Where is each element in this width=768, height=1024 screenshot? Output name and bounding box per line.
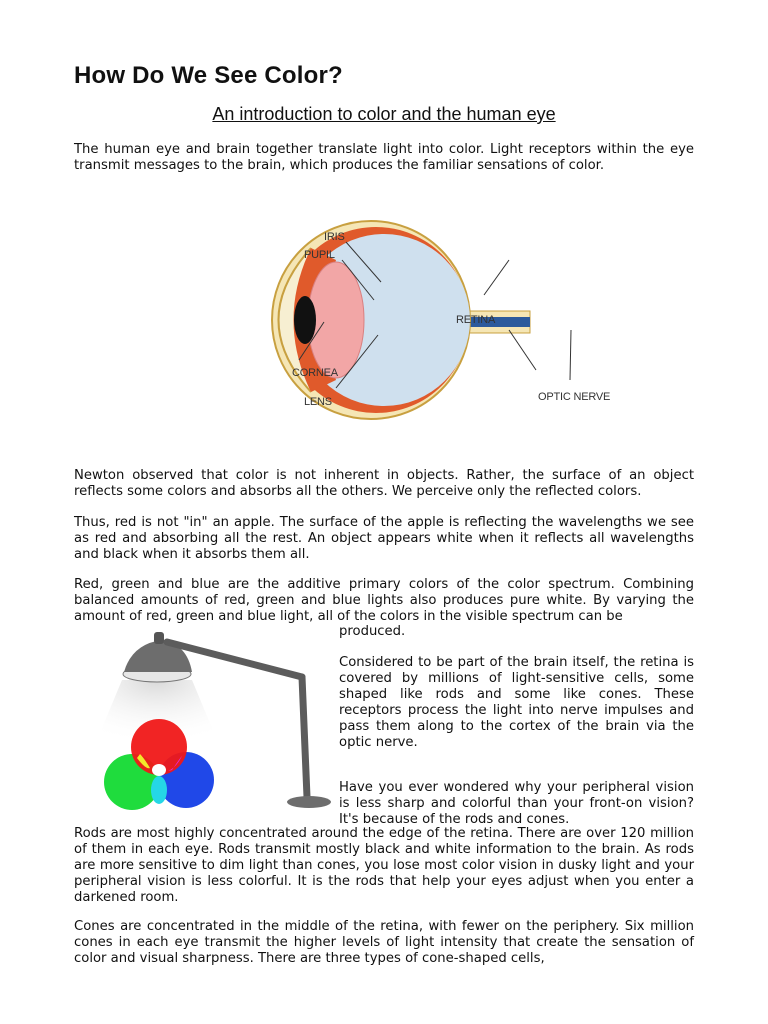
rods-paragraph: Rods are most highly concentrated around the edge of the retina. There are over 120 million of them in each eye. Rods transmit mostly black and white information to the brain. As rods are more sensitive to dim light than cones, you lose most color vision in dusky light and your peripheral vision is less colorful. It is the rods that help your eyes adjust when you enter a darkened room. — [74, 826, 694, 905]
label-optic-nerve: OPTIC NERVE — [538, 391, 611, 403]
document-page — [74, 0, 694, 1024]
lamp-shade — [123, 632, 192, 682]
overlap-white — [152, 764, 166, 776]
label-pupil: PUPIL — [304, 249, 335, 261]
intro-paragraph: The human eye and brain together translate light into color. Light receptors within the eye transmit messages to the brain, which produces the familiar sensations of color. — [74, 142, 694, 173]
pupil — [294, 296, 316, 344]
additive-paragraph-end: produced. — [339, 624, 406, 639]
label-lens: LENS — [304, 396, 332, 408]
overlap-cyan — [151, 776, 167, 804]
newton-paragraph: Newton observed that color is not inherent in objects. Rather, the surface of an object reflects some colors and absorbs all the others. We perceive only the reflected colors. — [74, 468, 694, 499]
peripheral-paragraph: Have you ever wondered why your peripheral vision is less sharp and colorful than your front-on vision? It's because of the rods and cones. — [339, 780, 694, 827]
page-subtitle: An introduction to color and the human eye — [212, 104, 556, 124]
page-title: How Do We See Color? — [74, 62, 343, 89]
additive-paragraph: Red, green and blue are the additive primary colors of the color spectrum. Combining balanced amounts of red, green and blue lights also produces pure white. By varying the amount of red, green and blue light, all of the colors in the visible spectrum can be — [74, 577, 694, 624]
label-retina: RETINA — [456, 314, 496, 326]
label-cornea: CORNEA — [292, 367, 338, 379]
cones-paragraph: Cones are concentrated in the middle of the retina, with fewer on the periphery. Six million cones in each eye transmit the higher levels of light intensity that create the sensation of color and visual sharpness. There are three types of cone-shaped cells, — [74, 919, 694, 966]
label-iris: IRIS — [324, 231, 345, 243]
retina-paragraph: Considered to be part of the brain itself, the retina is covered by millions of light-sensitive cells, some shaped like rods and some like cones. These receptors process the light into nerve impulses and pass them along to the cortex of the brain via the optic nerve. — [339, 655, 694, 750]
lens — [308, 262, 364, 378]
lamp-illustration — [102, 632, 342, 822]
apple-paragraph: Thus, red is not "in" an apple. The surface of the apple is reflecting the wavelengths we see as red and absorbing all the rest. An object appears white when it reflects all wavelengths and black when it absorbs them all. — [74, 515, 694, 562]
eye-diagram — [216, 220, 611, 420]
